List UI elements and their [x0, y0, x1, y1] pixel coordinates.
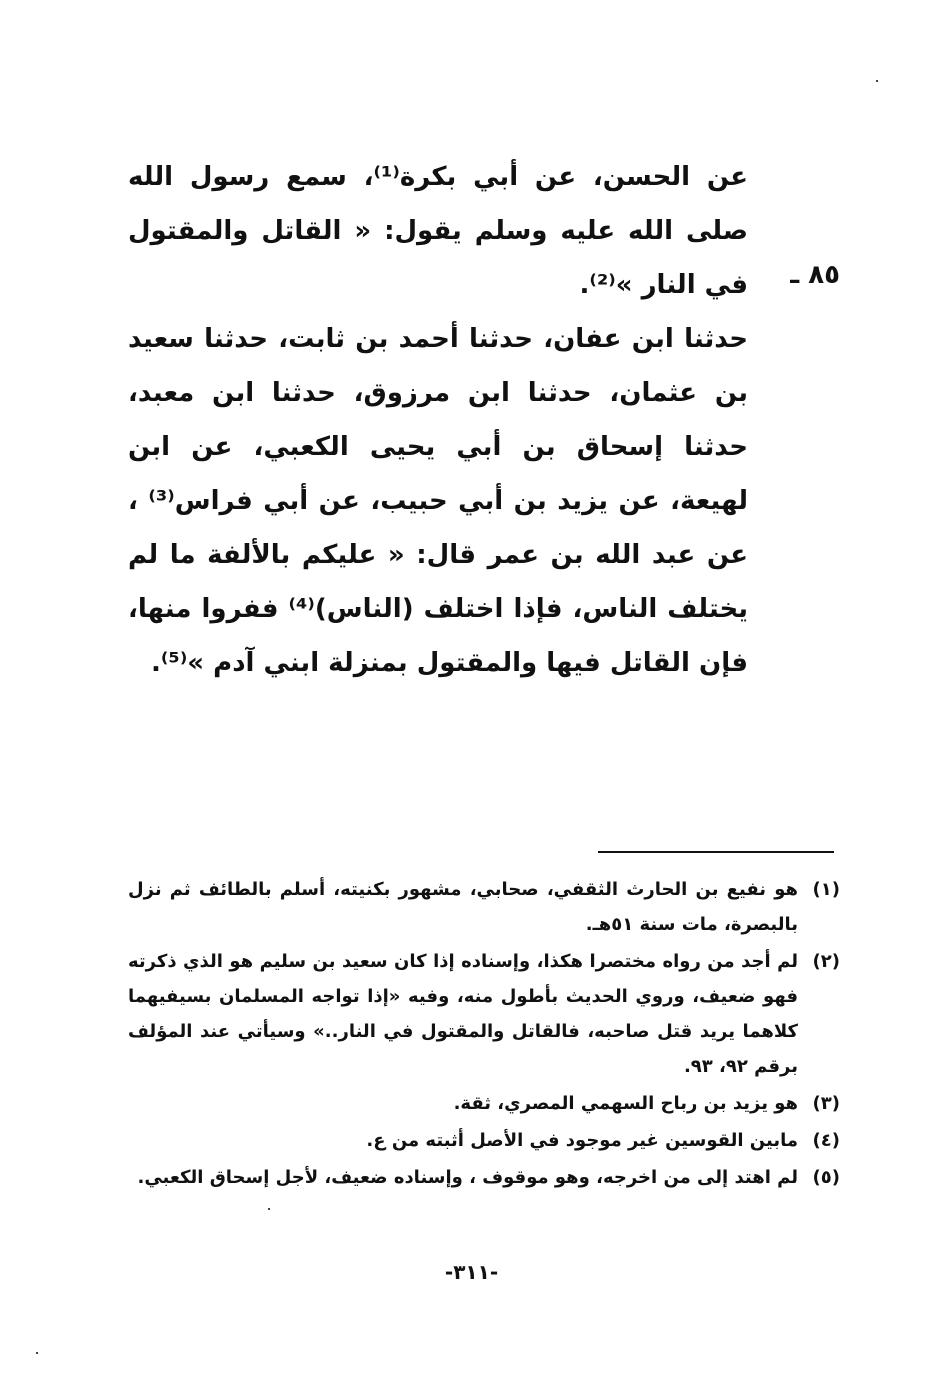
- footnote-text: هو نفيع بن الحارث الثقفي، صحابي، مشهور بكنيته، أسلم بالطائف ثم نزل بالبصرة، مات سنة ٥١هـ.: [128, 879, 798, 935]
- footnote-mark: (١): [812, 879, 840, 900]
- footnote-text: مابين القوسين غير موجود في الأصل أثبته من ع.: [366, 1130, 798, 1151]
- footnote-text: هو يزيد بن رباح السهمي المصري، ثقة.: [453, 1093, 798, 1114]
- footnote-mark: (٥): [812, 1167, 840, 1188]
- main-text: [128, 150, 748, 690]
- scan-speck: [268, 1208, 270, 1210]
- footnote-3: [128, 1086, 840, 1121]
- scan-speck: [876, 80, 878, 82]
- page-number: -٣١١-: [444, 1260, 499, 1284]
- footnote-separator: [598, 851, 834, 853]
- scan-speck: [36, 1352, 38, 1354]
- footnote-4: [128, 1123, 840, 1158]
- hadith-number: ٨٥ ـ: [790, 260, 840, 290]
- footnote-mark: (٢): [812, 951, 840, 972]
- footnote-text: لم أجد من رواه مختصرا هكذا، وإسناده إذا كان سعيد بن سليم هو الذي ذكرته فهو ضعيف، وروي الحديث بأطول منه، وفيه «إذا تواجه المسلمان بسيفيهما كلاهما يريد قتل صاحبه، فالقاتل والمقتول في النار..» وسيأتي عند المؤلف برقم ٩٢، ٩٣.: [128, 951, 798, 1077]
- footnote-2: [128, 944, 840, 1084]
- footnotes: [128, 872, 840, 1197]
- footnote-text: لم اهتد إلى من اخرجه، وهو موقوف ، وإسناده ضعيف، لأجل إسحاق الكعبي.: [137, 1167, 798, 1188]
- footnote-mark: (٣): [812, 1093, 840, 1114]
- footnote-5: [128, 1160, 840, 1195]
- intro-paragraph: عن الحسن، عن أبي بكرة⁽¹⁾، سمع رسول الله صلى الله عليه وسلم يقول: « القاتل والمقتول في النار »⁽²⁾.: [128, 162, 749, 300]
- footnote-mark: (٤): [812, 1130, 840, 1151]
- footnote-1: [128, 872, 840, 942]
- hadith-85-text: حدثنا ابن عفان، حدثنا أحمد بن ثابت، حدثنا سعيد بن عثمان، حدثنا ابن مرزوق، حدثنا ابن معبد، حدثنا إسحاق بن أبي يحيى الكعبي، عن ابن لهيعة، عن يزيد بن أبي حبيب، عن أبي فراس⁽³⁾ ، عن عبد الله بن عمر قال: « عليكم بالألفة ما لم يختلف الناس، فإذا اختلف (الناس)⁽⁴⁾ ففروا منها، فإن القاتل فيها والمقتول بمنزلة ابني آدم »⁽⁵⁾.: [128, 324, 748, 678]
